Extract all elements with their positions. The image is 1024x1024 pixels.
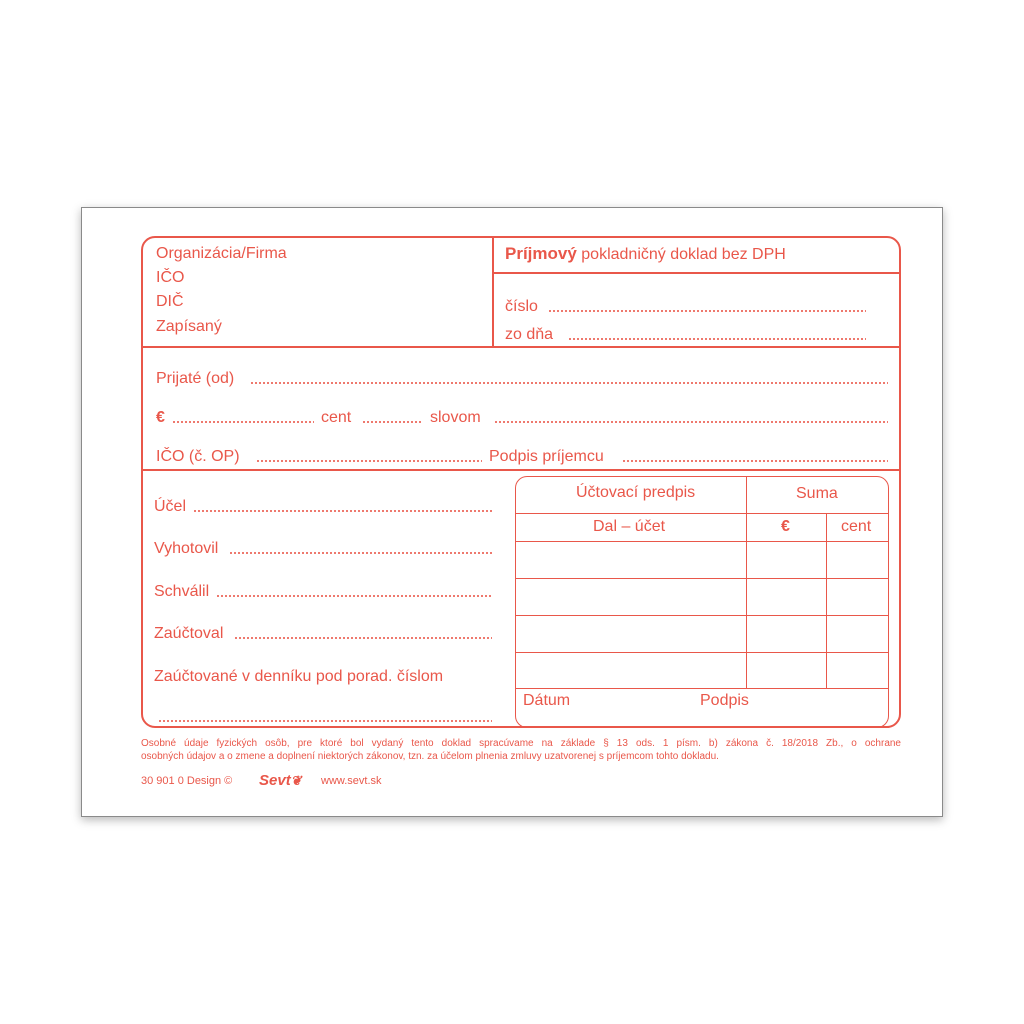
euro-symbol: € <box>156 409 165 426</box>
col-suma-header: Suma <box>796 485 838 502</box>
zo-dna-field[interactable] <box>568 338 866 340</box>
prijate-label: Prijaté (od) <box>156 370 235 387</box>
brand-name: Sevt <box>259 772 291 789</box>
table-row-line-4 <box>516 615 888 616</box>
table-cell-account-1[interactable] <box>517 543 745 577</box>
table-row-line-6 <box>516 688 888 689</box>
zapisany-label: Zapísaný <box>156 318 222 335</box>
sub-cent-header: cent <box>841 518 872 535</box>
zauctoval-field[interactable] <box>234 637 492 639</box>
cislo-label: číslo <box>505 298 538 315</box>
euro-amount-field[interactable] <box>172 421 314 423</box>
schvalil-label: Schválil <box>154 583 210 600</box>
table-row-line-3 <box>516 578 888 579</box>
ico-op-field[interactable] <box>256 460 482 462</box>
zauctoval-label: Zaúčtoval <box>154 625 224 642</box>
website-link[interactable]: www.sevt.sk <box>321 775 382 787</box>
zauctovane-label: Zaúčtované v denníku pod porad. číslom <box>154 668 444 685</box>
sub-dal-ucet-header: Dal – účet <box>593 518 666 535</box>
ucel-field[interactable] <box>193 510 492 512</box>
table-cell-cent-1[interactable] <box>828 543 887 577</box>
slovom-field[interactable] <box>494 421 888 423</box>
schvalil-field[interactable] <box>216 595 492 597</box>
product-code: 30 901 0 Design © <box>141 775 233 787</box>
dic-label: DIČ <box>156 293 184 310</box>
document-title <box>505 245 786 264</box>
vyhotovil-label: Vyhotovil <box>154 540 219 557</box>
podpis-label: Podpis <box>700 692 749 709</box>
title-bold: Príjmový <box>505 244 577 263</box>
cislo-field[interactable] <box>548 310 866 312</box>
brand-leaf-icon: ❦ <box>290 773 302 788</box>
col-predpis-header: Účtovací predpis <box>576 484 696 501</box>
brand-logo <box>259 772 302 789</box>
cent-label: cent <box>321 409 352 426</box>
slovom-label: slovom <box>430 409 481 426</box>
header-divider <box>492 238 494 346</box>
podpis-prijemcu-field[interactable] <box>622 460 888 462</box>
zo-dna-label: zo dňa <box>505 326 554 343</box>
sub-euro-header: € <box>781 518 790 535</box>
gdpr-notice-line-1: Osobné údaje fyzických osôb, pre ktoré bol vydaný tento doklad spracúvame na základe § 13 ods. 1 písm. b) zákona č. 18/2018 Zb., o ochrane <box>141 738 901 749</box>
cent-amount-field[interactable] <box>362 421 422 423</box>
table-cell-euro-1[interactable] <box>748 543 825 577</box>
org-label: Organizácia/Firma <box>156 245 287 262</box>
vyhotovil-field[interactable] <box>229 552 492 554</box>
title-rest: pokladničný doklad bez DPH <box>581 246 786 263</box>
prijate-field[interactable] <box>250 382 888 384</box>
table-row-line-2 <box>516 541 888 542</box>
ico-op-label: IČO (č. OP) <box>156 448 240 465</box>
section-divider-1 <box>143 346 901 348</box>
table-col-divider-1 <box>746 477 747 689</box>
table-row-line-5 <box>516 652 888 653</box>
gdpr-notice-line-2: osobných údajov a o zmene a doplnení niektorých zákonov, tzn. za účelom plnenia zmluvy uzatvorenej s príjemcom tohto dokladu. <box>141 751 719 762</box>
ico-label: IČO <box>156 269 185 286</box>
datum-label: Dátum <box>523 692 571 709</box>
section-divider-2 <box>143 469 901 471</box>
title-underline <box>494 272 900 274</box>
ucel-label: Účel <box>154 498 187 515</box>
podpis-prijemcu-label: Podpis príjemcu <box>489 448 604 465</box>
zauctovane-field[interactable] <box>158 720 492 722</box>
table-row-line-1 <box>516 513 888 514</box>
